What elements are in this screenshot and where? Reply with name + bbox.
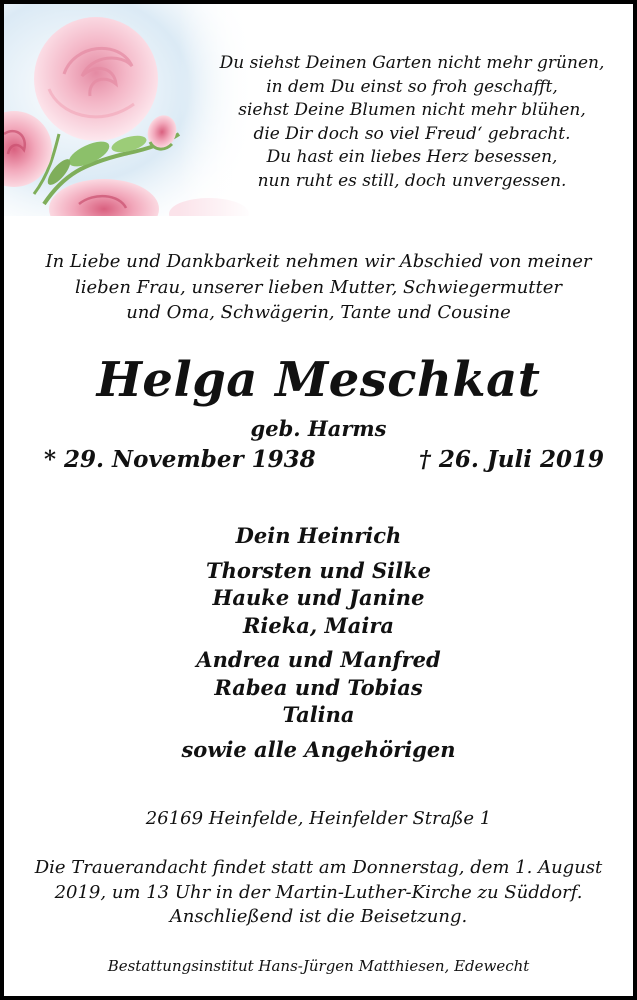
life-dates: [44, 445, 604, 475]
poem-line: in dem Du einst so froh geschafft,: [266, 76, 558, 97]
mourner-line: Hauke und Janine: [212, 585, 425, 610]
address: 26169 Heinfelde, Heinfelder Straße 1: [145, 808, 492, 829]
service-info: [4, 856, 633, 930]
mourner-line: Andrea und Manfred: [196, 647, 441, 672]
death-date: † 26. Juli 2019: [418, 446, 604, 473]
mourner-line: Thorsten und Silke: [206, 557, 431, 583]
poem-line: siehst Deine Blumen nicht mehr blühen,: [238, 100, 586, 120]
intro-line: und Oma, Schwägerin, Tante und Cousine: [126, 302, 511, 323]
mourner-line: Rabea und Tobias: [214, 674, 423, 700]
mourner-line: Talina: [282, 702, 355, 727]
maiden-name: geb. Harms: [250, 416, 387, 441]
deceased-name: Helga Meschkat: [96, 352, 541, 408]
poem-line: Du hast ein liebes Herz besessen,: [266, 147, 558, 167]
service-line: 2019, um 13 Uhr in der Martin-Luther-Kirche zu Süddorf.: [54, 881, 583, 903]
intro-line: In Liebe und Dankbarkeit nehmen wir Abschied von meiner: [45, 251, 592, 272]
service-line: Die Trauerandacht findet statt am Donnerstag, dem 1. August: [34, 857, 603, 878]
mourner-line: sowie alle Angehörigen: [181, 736, 456, 762]
mourner-line: Rieka, Maira: [242, 612, 395, 638]
poem-line: nun ruht es still, doch unvergessen.: [257, 170, 567, 191]
poem-line: die Dir doch so viel Freud‘ gebracht.: [253, 123, 571, 144]
service-line: Anschließend ist die Beisetzung.: [169, 906, 468, 927]
funeral-home: Bestattungsinstitut Hans-Jürgen Matthiesen, Edewecht: [107, 957, 530, 975]
poem: [194, 52, 630, 193]
birth-date: * 29. November 1938: [44, 446, 316, 473]
intro-line: lieben Frau, unserer lieben Mutter, Schwiegermutter: [74, 276, 563, 298]
poem-line: Du siehst Deinen Garten nicht mehr grünen,: [219, 53, 605, 73]
mourners-list: [4, 522, 633, 763]
farewell-intro: [4, 249, 633, 326]
mourner-line: Dein Heinrich: [235, 523, 402, 548]
